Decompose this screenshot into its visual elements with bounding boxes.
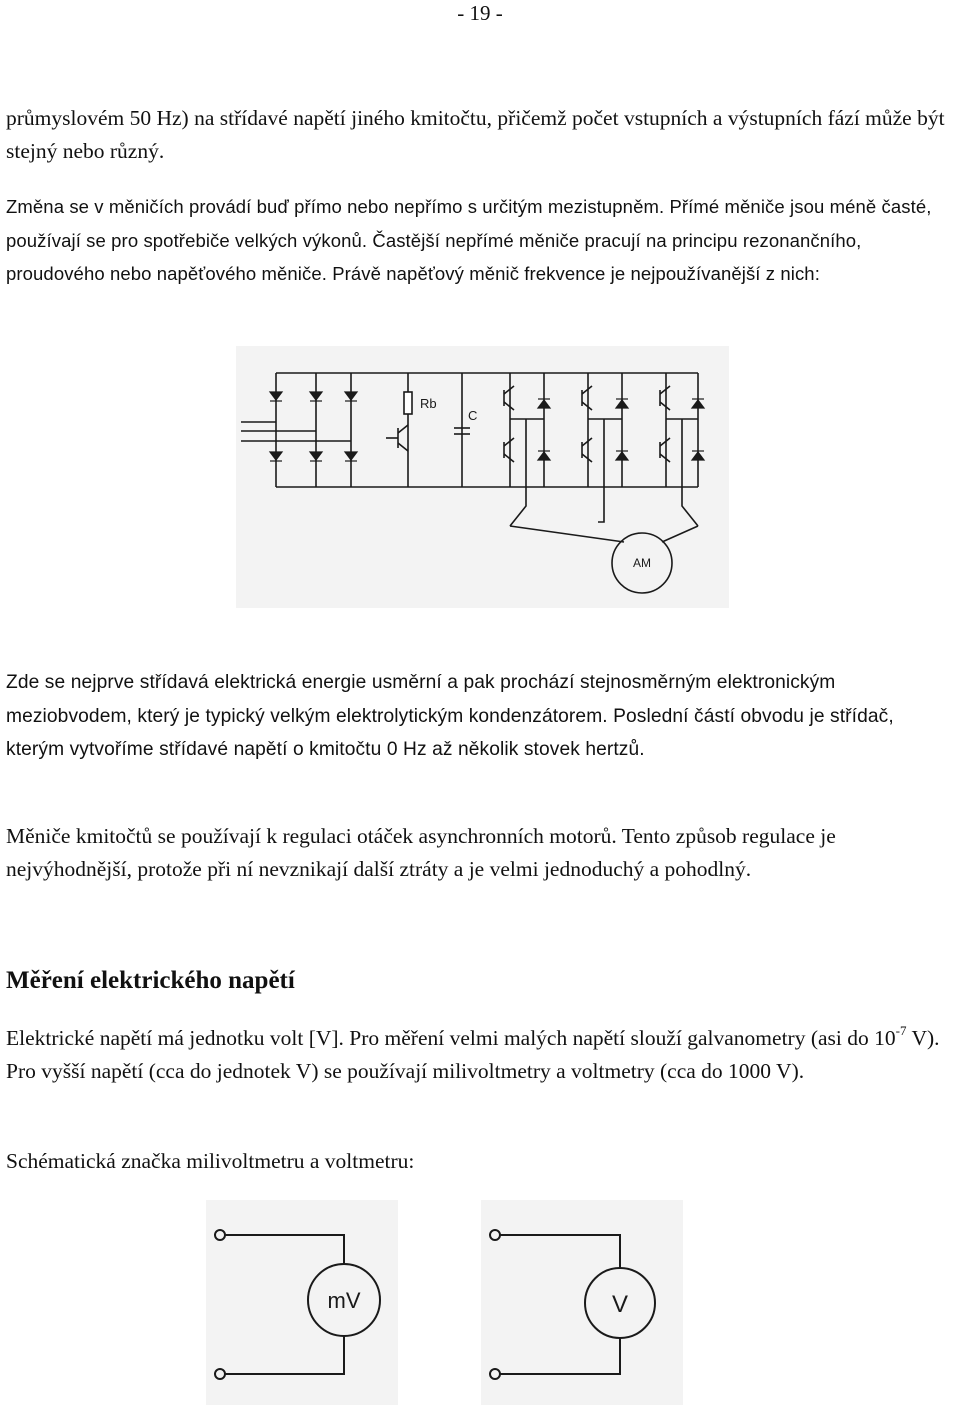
motor-label: AM <box>633 556 651 570</box>
voltmeter-label: V <box>611 1291 629 1318</box>
paragraph-intro: průmyslovém 50 Hz) na střídavé napětí jiného kmitočtu, přičemž počet vstupních a výstupních fází může být stejný nebo různý. <box>6 106 945 163</box>
millivoltmeter-label: mV <box>327 1288 361 1313</box>
paragraph-voltage-unit: Elektrické napětí má jednotku volt [V]. Pro měření velmi malých napětí slouží galvanometry (asi do $10^{-7}$ V). Pro vyšší napětí (cca do jednotek V) se používají milivoltmetry a voltmetry (cca do 1000 V). <box>6 1022 940 1083</box>
paragraph-dc-link: Zde se nejprve střídavá elektrická energie usměrní a pak prochází stejnosměrným elektronickým meziobvodem, který je typický velkým elektrolytickým kondenzátorem. Poslední částí obvodu je střídač, kterým vytvoříme střídavé napětí o kmitočtu 0 Hz až několik stovek hertzů. <box>6 672 894 760</box>
resistor-label: Rb <box>420 396 437 411</box>
page-number: - 19 - <box>457 1 503 25</box>
voltmeter-symbol <box>481 1200 683 1405</box>
frequency-converter-diagram <box>236 346 729 608</box>
capacitor-label: C <box>468 408 478 423</box>
paragraph-schematic-intro: Schématická značka milivoltmetru a voltmetru: <box>6 1149 415 1173</box>
paragraph-converters: Změna se v měničích provádí buď přímo nebo nepřímo s určitým mezistupněm. Přímé měniče jsou méně časté, používají se pro spotřebiče velkých výkonů. Častější nepřímé měniče pracují na principu rezonančního, proudového nebo napěťového měniče. Právě napěťový měnič frekvence je nejpoužívanější z nich: <box>6 196 932 284</box>
paragraph-usage: Měniče kmitočtů se používají k regulaci otáček asynchronních motorů. Tento způsob regulace je nejvýhodnější, protože při ní nevznikají další ztráty a je velmi jednoduchý a pohodlný. <box>6 824 836 881</box>
millivoltmeter-symbol <box>206 1200 398 1405</box>
section-heading: Měření elektrického napětí <box>6 967 295 994</box>
